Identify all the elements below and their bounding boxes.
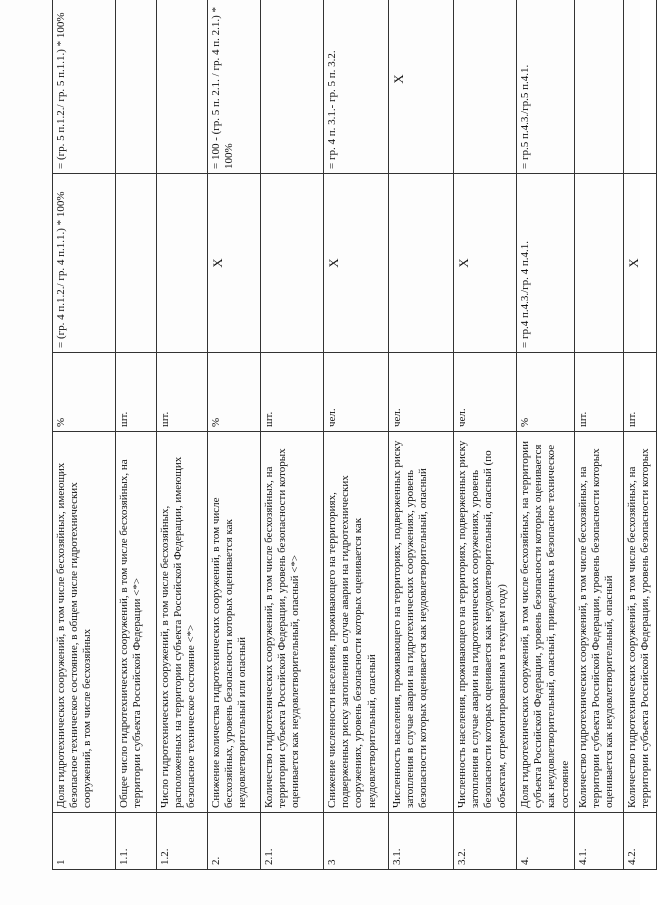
table-row [208, 0, 261, 870]
row-unit: чел. [389, 353, 454, 432]
row-number: 3.2. [454, 813, 517, 870]
table-row [623, 0, 656, 870]
row-number: 1 [53, 813, 116, 870]
row-unit: % [517, 353, 575, 432]
row-formula-col4: = гр.4 п.4.3./гр. 4 п.4.1. [517, 174, 575, 353]
row-formula-col5: X [389, 0, 454, 174]
indicators-table [52, 0, 657, 870]
row-formula-col5: = (гр. 5 п.1.2./ гр. 5 п.1.1.) * 100% [53, 0, 116, 174]
row-number: 3 [324, 813, 389, 870]
table-row [261, 0, 324, 870]
row-formula-col4: = (гр. 4 п.1.2./ гр. 4 п.1.1.) * 100% [53, 174, 116, 353]
row-formula-col4 [116, 174, 157, 353]
row-formula-col5: = гр.5 п.4.3./гр.5 п.4.1. [517, 0, 575, 174]
row-number: 4. [517, 813, 575, 870]
row-description: Снижение количества гидротехнических сооружений, в том числе бесхозяйных, уровень безопасности которых оценивается как неудовлетворительный или опасный [208, 432, 261, 813]
row-description: Общее число гидротехнических сооружений, в том числе бесхозяйных, на территории субъекта Российской Федерации <*> [116, 432, 157, 813]
row-number: 4.2. [623, 813, 656, 870]
table-row [517, 0, 575, 870]
row-formula-col4 [261, 174, 324, 353]
row-description: Численность населения, проживающего на территориях, подверженных риску затопления в случае аварии на гидротехнических сооружениях, уровень безопасности которых оценивается как неудовлетворительный, опасный (по объектам, отремонтированным в текущем году) [454, 432, 517, 813]
row-formula-col4: X [324, 174, 389, 353]
row-formula-col5 [623, 0, 656, 174]
row-description: Число гидротехнических сооружений, в том числе бесхозяйных, расположенных на территории субъекта Российской Федерации, имеющих безопасное техническое состояние <*> [157, 432, 208, 813]
row-number: 2. [208, 813, 261, 870]
row-unit: шт. [261, 353, 324, 432]
row-formula-col5: = 100 - (гр. 5 п. 2.1. / гр. 4 п. 2.1.) * 100% [208, 0, 261, 174]
row-formula-col4: X [623, 174, 656, 353]
table-row [574, 0, 623, 870]
table-row [454, 0, 517, 870]
rotated-table-wrapper [52, 6, 651, 870]
row-formula-col5 [261, 0, 324, 174]
table-row [324, 0, 389, 870]
row-unit: чел. [324, 353, 389, 432]
row-formula-col5 [116, 0, 157, 174]
row-unit: шт. [623, 353, 656, 432]
row-unit: шт. [116, 353, 157, 432]
row-unit: % [53, 353, 116, 432]
row-formula-col5: = гр. 4 п. 3.1.- гр. 5 п. 3.2. [324, 0, 389, 174]
row-formula-col4 [157, 174, 208, 353]
row-number: 1.2. [157, 813, 208, 870]
row-formula-col5 [574, 0, 623, 174]
table-row [389, 0, 454, 870]
row-number: 3.1. [389, 813, 454, 870]
row-description: Численность населения, проживающего на территориях, подверженных риску затопления в случае аварии на гидротехнических сооружениях, уровень безопасности которых оценивается как неудовлетворительный, опасный [389, 432, 454, 813]
row-description: Доля гидротехнических сооружений, в том числе бесхозяйных, на территории субъекта Российской Федерации, уровень безопасности которых оценивается как неудовлетворительный, опасный, приведенных в безопасное техническое состояние [517, 432, 575, 813]
row-formula-col4: X [454, 174, 517, 353]
row-formula-col4 [574, 174, 623, 353]
row-description: Количество гидротехнических сооружений, в том числе бесхозяйных, на территории субъекта Российской Федерации, уровень безопасности которых оценивается как неудовлетворительный, опасный <*> [261, 432, 324, 813]
row-formula-col5 [454, 0, 517, 174]
row-unit: % [208, 353, 261, 432]
table-row [53, 0, 116, 870]
row-number: 1.1. [116, 813, 157, 870]
row-description: Снижение численности населения, проживающего на территориях, подверженных риску затопления в случае аварии на гидротехнических сооружениях, уровень безопасности которых оценивается как неудовлетворительный, опасный [324, 432, 389, 813]
row-description: Количество гидротехнических сооружений, в том числе бесхозяйных, на территории субъекта Российской Федерации, уровень безопасности которых [623, 432, 656, 813]
row-unit: чел. [454, 353, 517, 432]
row-formula-col4: X [208, 174, 261, 353]
row-description: Количество гидротехнических сооружений, в том числе бесхозяйных, на территории субъекта Российской Федерации, уровень безопасности которых оценивается как неудовлетворительный, опасный [574, 432, 623, 813]
row-unit: шт. [157, 353, 208, 432]
row-formula-col5 [157, 0, 208, 174]
row-description: Доля гидротехнических сооружений, в том числе бесхозяйных, имеющих безопасное техническое состояние, в общем числе гидротехнических сооружений, в том числе бесхозяйных [53, 432, 116, 813]
row-number: 2.1. [261, 813, 324, 870]
row-formula-col4 [389, 174, 454, 353]
table-row [116, 0, 157, 870]
row-number: 4.1. [574, 813, 623, 870]
table-row [157, 0, 208, 870]
row-unit: шт. [574, 353, 623, 432]
